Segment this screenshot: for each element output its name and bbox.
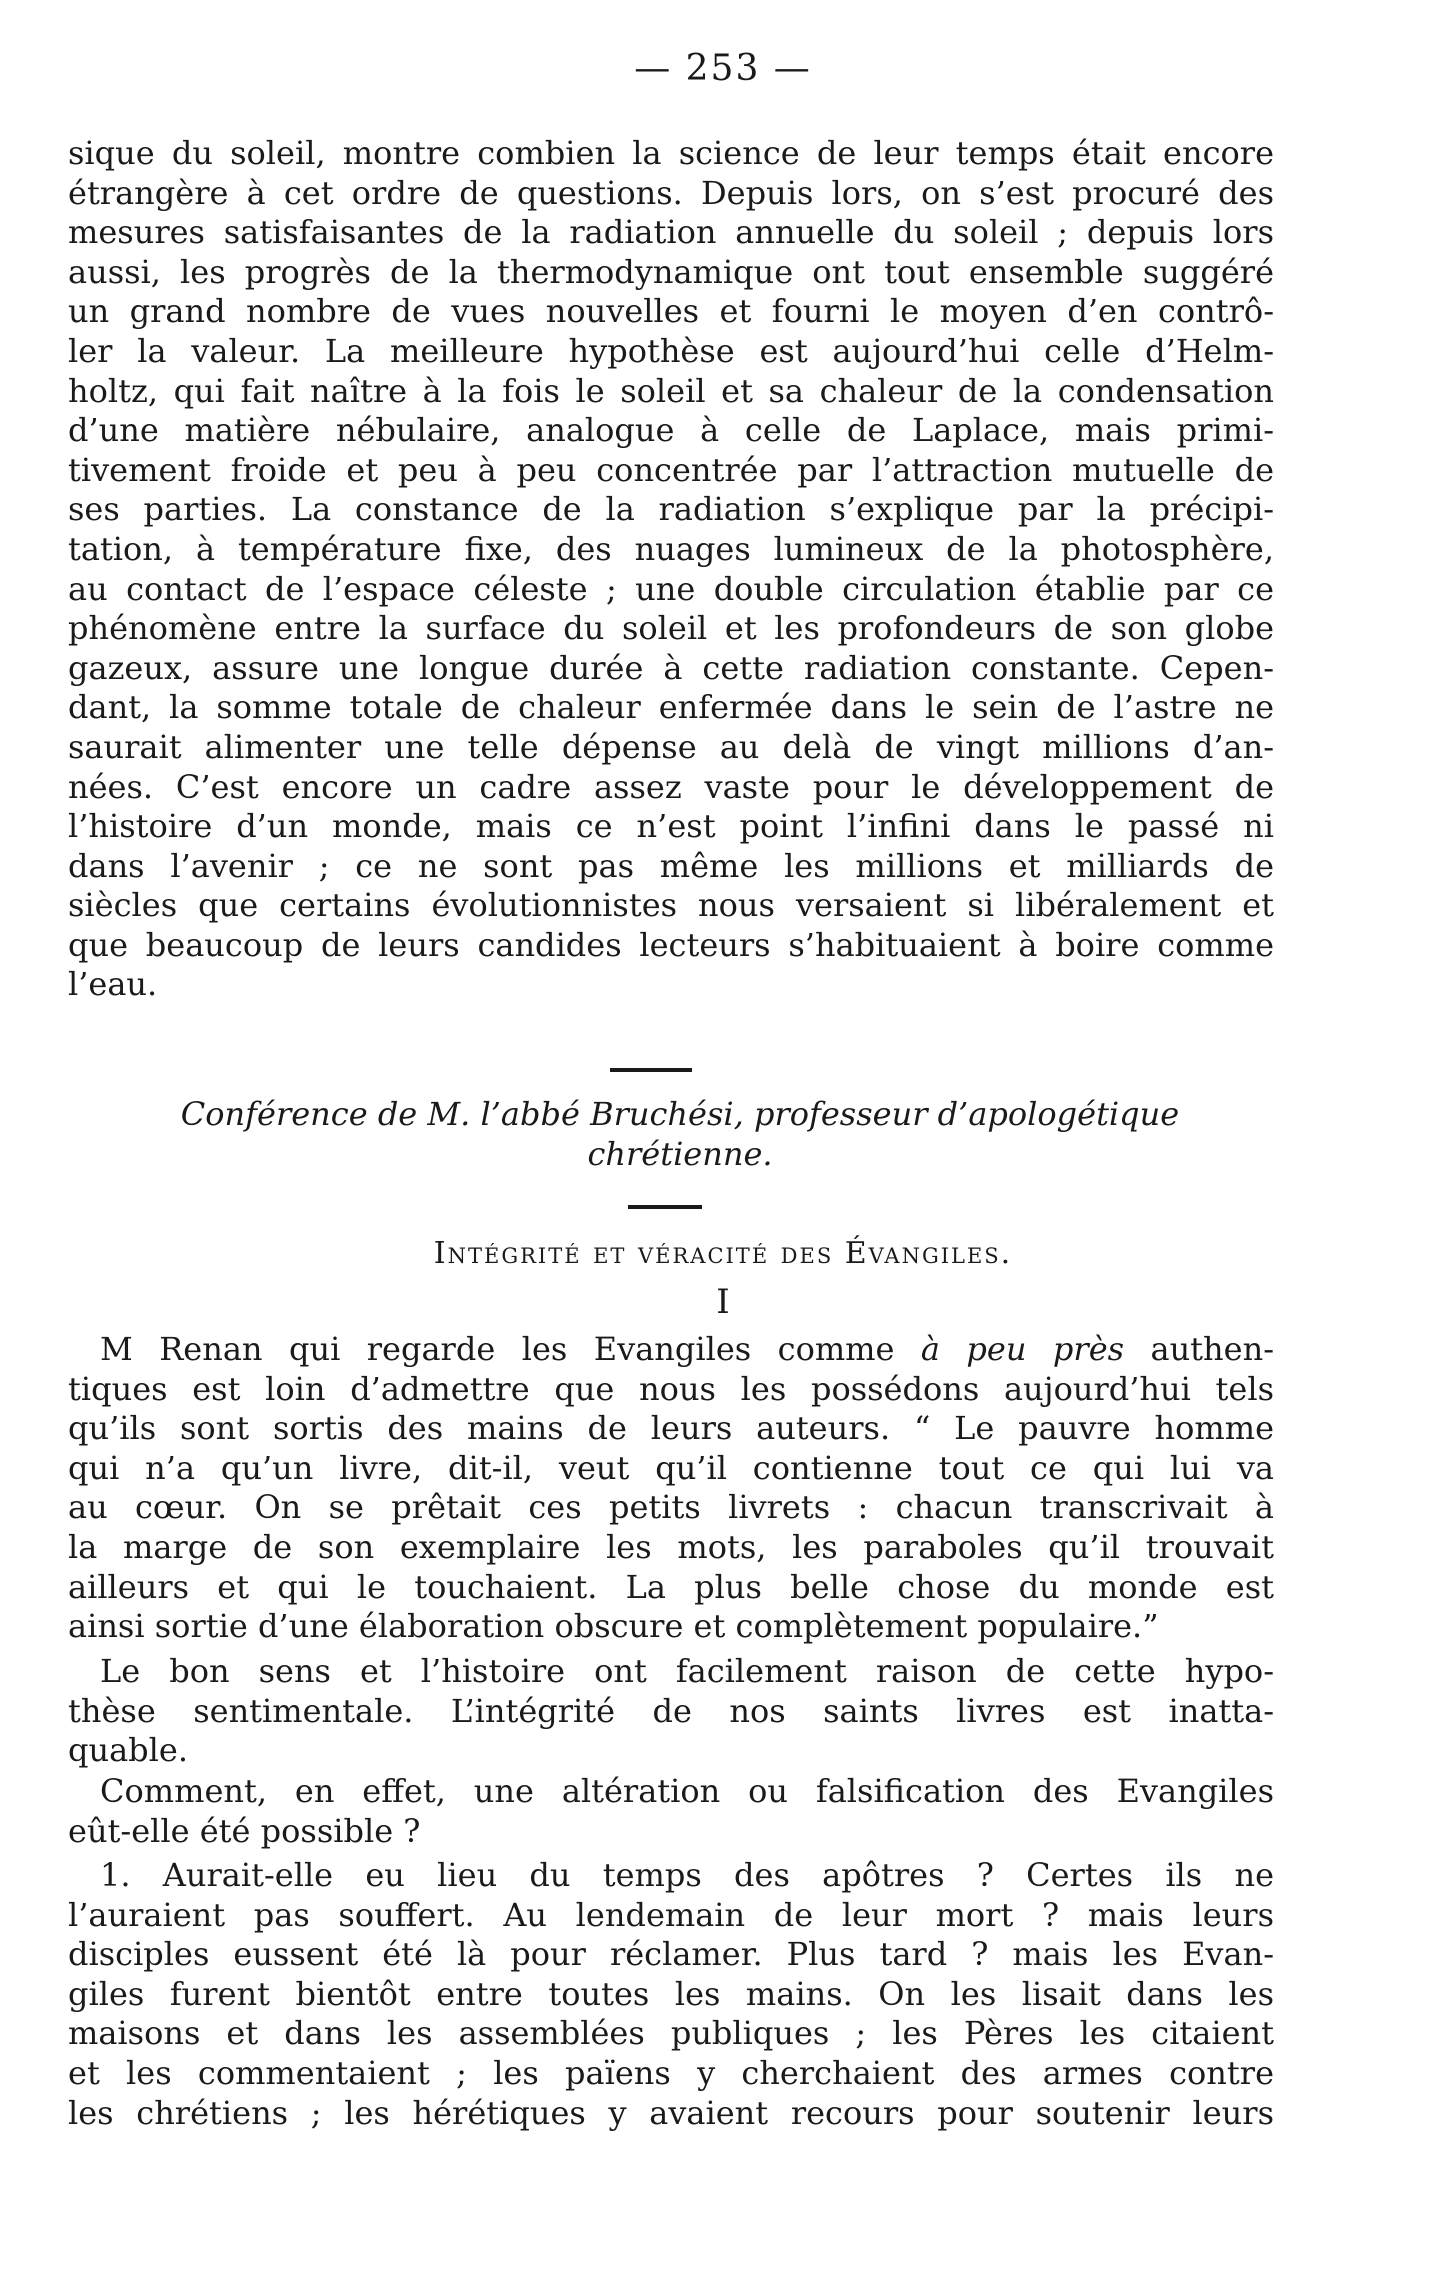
section-number: I — [716, 1282, 730, 1322]
text-line: qu’ils sont sortis des mains de leurs auteurs. “ Le pauvre homme — [68, 1409, 1274, 1448]
section-divider — [610, 1068, 692, 1072]
text-line: quable. — [68, 1731, 188, 1770]
text-line: tiques est loin d’admettre que nous les possédons aujourd’hui tels — [68, 1369, 1274, 1408]
text-line: mesures satisfaisantes de la radiation annuelle du soleil ; depuis lors — [68, 213, 1274, 252]
text-line: étrangère à cet ordre de questions. Depuis lors, on s’est procuré des — [68, 173, 1274, 212]
text-line: la marge de son exemplaire les mots, les paraboles qu’il trouvait — [68, 1527, 1274, 1566]
caption-line: chrétienne. — [587, 1135, 773, 1173]
text-line: disciples eussent été là pour réclamer. Plus tard ? mais les Evan- — [68, 1935, 1274, 1974]
text-line: nées. C’est encore un cadre assez vaste pour le développement de — [68, 767, 1274, 806]
emphasized-text: à peu près — [920, 1330, 1125, 1368]
text-line: tation, à température fixe, des nuages lumineux de la photosphère, — [68, 529, 1274, 568]
text-line: dans l’avenir ; ce ne sont pas même les millions et milliards de — [68, 846, 1274, 885]
text-line: holtz, qui fait naître à la fois le soleil et sa chaleur de la condensation — [68, 371, 1274, 410]
page-number: — 253 — — [634, 48, 812, 89]
paragraph-good-sense — [68, 1652, 1274, 1771]
paragraph-question — [68, 1772, 1274, 1851]
text-line: dant, la somme totale de chaleur enfermée dans le sein de l’astre ne — [68, 688, 1274, 727]
section-divider — [628, 1205, 702, 1209]
text-line: tivement froide et peu à peu concentrée par l’attraction mutuelle de — [68, 450, 1274, 489]
paragraph-solar-heat — [68, 134, 1274, 1005]
text-line: gazeux, assure une longue durée à cette radiation constante. Cepen- — [68, 648, 1274, 687]
text-line: d’une matière nébulaire, analogue à celle de Laplace, mais primi- — [68, 411, 1274, 450]
text-line: Le bon sens et l’histoire ont facilement raison de cette hypo- — [100, 1652, 1274, 1690]
text-line: 1. Aurait-elle eu lieu du temps des apôtres ? Certes ils ne — [100, 1856, 1274, 1894]
section-title: Intégrité et véracité des Évangiles. — [433, 1236, 1013, 1271]
text-span: M Renan qui regarde les Evangiles comme — [100, 1330, 921, 1368]
text-line: au contact de l’espace céleste ; une double circulation établie par ce — [68, 569, 1274, 608]
text-line: l’auraient pas souffert. Au lendemain de leur mort ? mais leurs — [68, 1895, 1274, 1934]
text-line: aussi, les progrès de la thermodynamique ont tout ensemble suggéré — [68, 252, 1274, 291]
text-line: l’histoire d’un monde, mais ce n’est point l’infini dans le passé ni — [68, 807, 1274, 846]
paragraph-renan — [68, 1330, 1274, 1647]
paragraph-apostles — [68, 1856, 1274, 2133]
text-line: qui n’a qu’un livre, dit-il, veut qu’il contienne tout ce qui lui va — [68, 1448, 1274, 1487]
text-line: ler la valeur. La meilleure hypothèse est aujourd’hui celle d’Helm- — [68, 331, 1274, 370]
text-line: eût-elle été possible ? — [68, 1811, 421, 1850]
text-line: maisons et dans les assemblées publiques ; les Pères les citaient — [68, 2014, 1274, 2053]
text-line: saurait alimenter une telle dépense au delà de vingt millions d’an- — [68, 727, 1274, 766]
caption-line: Conférence de M. l’abbé Bruchési, professeur d’apologétique — [180, 1095, 1180, 1133]
lecture-caption — [120, 1094, 1240, 1174]
text-line: et les commentaient ; les païens y cherchaient des armes contre — [68, 2053, 1274, 2092]
text-line: thèse sentimentale. L’intégrité de nos saints livres est inatta- — [68, 1691, 1274, 1730]
text-line — [68, 1330, 1274, 1370]
text-line: les chrétiens ; les hérétiques y avaient recours pour soutenir leurs — [68, 2093, 1274, 2132]
text-span: authen- — [1124, 1330, 1275, 1368]
text-line: ainsi sortie d’une élaboration obscure et complètement populaire.” — [68, 1607, 1159, 1646]
text-line: l’eau. — [68, 965, 158, 1004]
text-line: ses parties. La constance de la radiation s’explique par la précipi- — [68, 490, 1274, 529]
text-line: que beaucoup de leurs candides lecteurs s’habituaient à boire comme — [68, 925, 1274, 964]
text-line: siècles que certains évolutionnistes nous versaient si libéralement et — [68, 886, 1274, 925]
text-line: phénomène entre la surface du soleil et les profondeurs de son globe — [68, 609, 1274, 648]
text-line: au cœur. On se prêtait ces petits livrets : chacun transcrivait à — [68, 1488, 1274, 1527]
text-line: Comment, en effet, une altération ou falsification des Evangiles — [100, 1772, 1274, 1810]
text-line: giles furent bientôt entre toutes les mains. On les lisait dans les — [68, 1974, 1274, 2013]
text-line: un grand nombre de vues nouvelles et fourni le moyen d’en contrô- — [68, 292, 1274, 331]
text-line: ailleurs et qui le touchaient. La plus belle chose du monde est — [68, 1567, 1274, 1606]
text-line: sique du soleil, montre combien la science de leur temps était encore — [68, 134, 1274, 172]
